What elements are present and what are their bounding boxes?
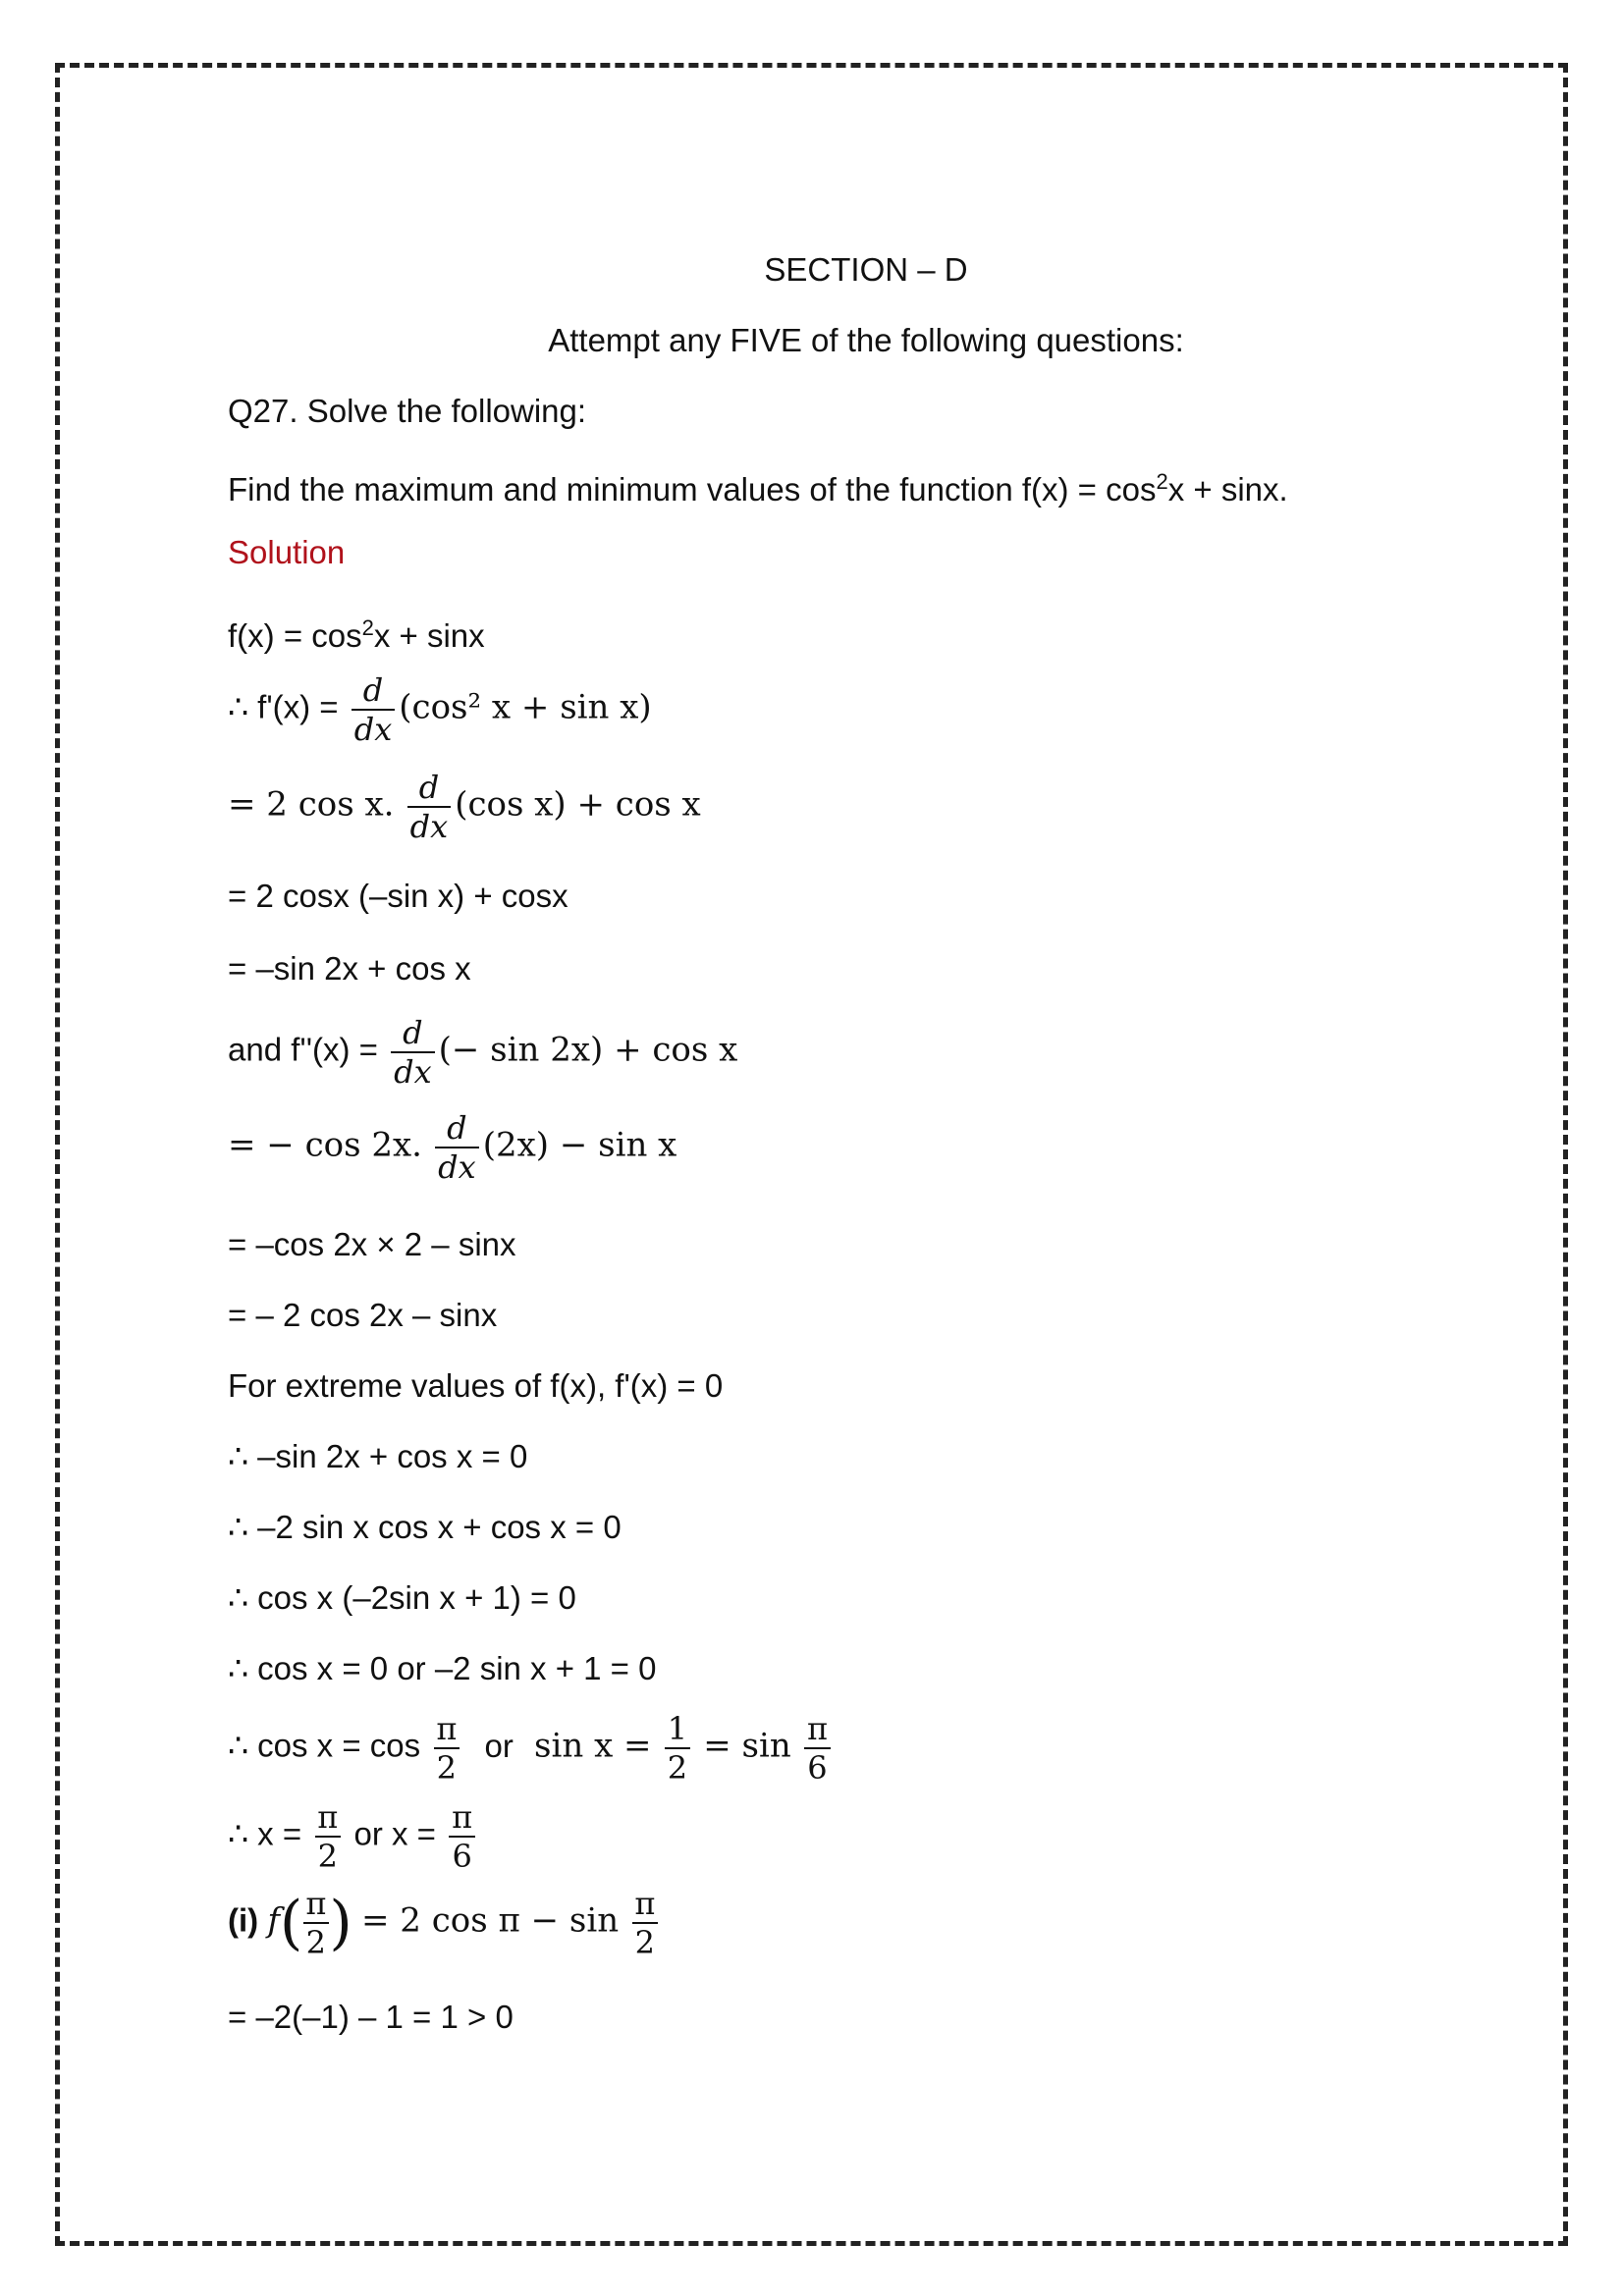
solution-line-9: = – 2 cos 2x – sinx: [228, 1297, 498, 1333]
solution-line-6: and f''(x) = $\frac{d}{dx}$ (− sin 2x) + cos x: [228, 1014, 738, 1091]
derivative-fraction: $\frac{d}{dx}$: [352, 671, 396, 748]
solution-line-17: (i) f( $\frac{\pi}{2}$ ) = 2 cos π − sin $\frac{\pi}{2}$: [228, 1885, 662, 1961]
solution-line-4: = 2 cosx (–sin x) + cosx: [228, 878, 568, 914]
section-title: SECTION – D: [764, 251, 968, 288]
solution-line-7: = − cos 2x. $\frac{d}{dx}$ (2x) − sin x: [228, 1109, 677, 1186]
question-label: Q27. Solve the following:: [228, 393, 587, 429]
solution-line-11: ∴ –sin 2x + cos x = 0: [228, 1438, 528, 1474]
solution-heading: Solution: [228, 534, 346, 570]
solution-line-8: = –cos 2x × 2 – sinx: [228, 1226, 516, 1262]
solution-line-13: ∴ cos x (–2sin x + 1) = 0: [228, 1579, 576, 1616]
solution-line-12: ∴ –2 sin x cos x + cos x = 0: [228, 1509, 622, 1545]
solution-line-3: = 2 cos x. $\frac{d}{dx}$ (cos x) + cos x: [228, 769, 701, 845]
solution-line-5: = –sin 2x + cos x: [228, 950, 471, 987]
solution-line-15: ∴ cos x = cos $\frac{\pi}{2}$ or sin x = $\frac{1}{2}$ = sin $\frac{\pi}{6}$: [228, 1710, 835, 1787]
derivative-fraction: $\frac{d}{dx}$: [435, 1109, 479, 1186]
solution-line-14: ∴ cos x = 0 or –2 sin x + 1 = 0: [228, 1650, 657, 1686]
derivative-fraction: $\frac{d}{dx}$: [391, 1014, 435, 1091]
solution-line-10: For extreme values of f(x), f'(x) = 0: [228, 1367, 724, 1404]
section-instruction: Attempt any FIVE of the following questions:: [548, 322, 1184, 358]
solution-line-18: = –2(–1) – 1 = 1 > 0: [228, 1999, 514, 2035]
solution-line-2: ∴ f'(x) = $\frac{d}{dx}$ (cos² x + sin x): [228, 671, 652, 748]
solution-line-1: $f(x) = \cos^2x + \sin x$: [228, 615, 485, 654]
question-text: Find the maximum and minimum values of the function $f(x) = \cos^2x + \sin x$.: [228, 469, 1288, 507]
derivative-fraction: $\frac{d}{dx}$: [407, 769, 452, 845]
solution-line-16: ∴ x = $\frac{\pi}{2}$ or x = $\frac{\pi}{6}$: [228, 1798, 479, 1875]
